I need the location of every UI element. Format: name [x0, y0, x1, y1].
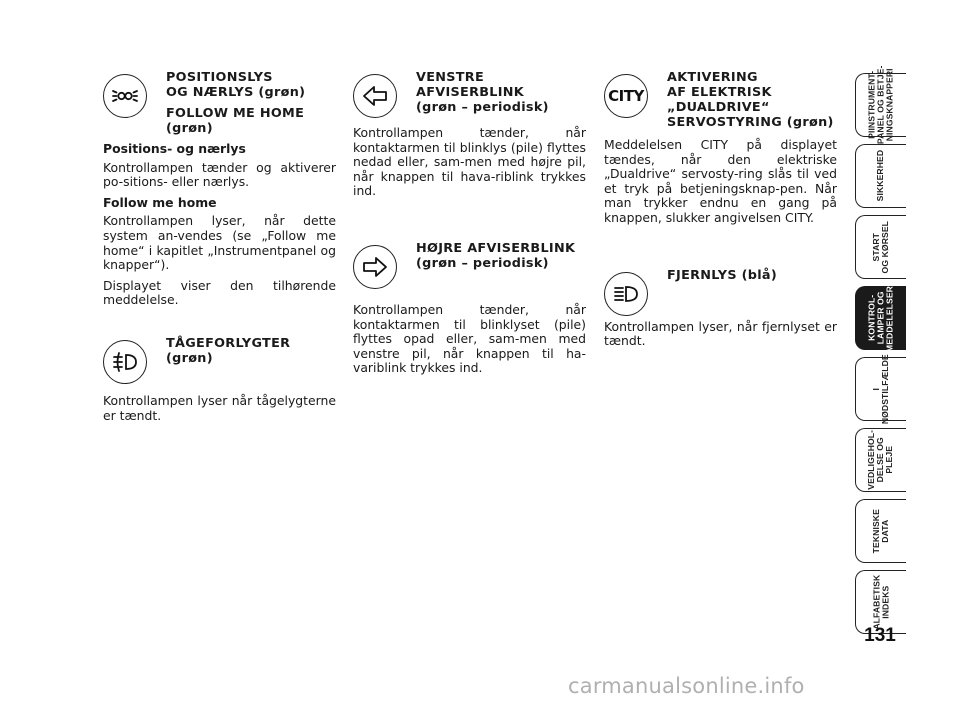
city-icon	[604, 74, 648, 118]
column-3	[604, 70, 837, 349]
high-beam-text: Kontrollampen lyser, når fjernlyset er tændt.	[604, 318, 837, 349]
right-indicator-text: Kontrollampen tænder, når kontaktarmen til blinklyset (pile) flyttes opad eller, sam-men med venstre pil, når knappen til ha-variblink trykkes ind.	[353, 301, 586, 376]
follow-me-home-text: Kontrollampen lyser, når dette system an-vendes (se „Follow me home“ i kapitlet „Instrumentpanel og knapper“).	[103, 213, 336, 273]
right-indicator-title: HØJRE AFVISERBLINK (grøn – periodisk)	[416, 240, 576, 271]
right-arrow-icon	[353, 245, 397, 289]
column-1	[103, 70, 336, 423]
tab-index[interactable]: ALFABETISK INDEKS	[855, 570, 906, 634]
fog-light-icon	[103, 340, 147, 384]
fog-lights-title: TÅGEFORLYGTER (grøn)	[166, 335, 291, 366]
city-icon-text: CITY	[608, 86, 644, 105]
display-message-text: Displayet viser den tilhørende meddelelse.	[103, 277, 336, 308]
left-arrow-icon	[353, 74, 397, 118]
fog-lights-section	[103, 336, 336, 423]
tab-instrument-panel[interactable]: PIINSTRUMENT- PANEL OG BETJE- NINGSKNAPPERI	[855, 73, 906, 137]
position-text: Kontrollampen tænder og aktiverer po-sitions- eller nærlys.	[103, 159, 336, 190]
chapter-tabs	[855, 65, 960, 641]
column-2	[353, 70, 586, 376]
city-text: Meddelelsen CITY på displayet tændes, når den elektriske „Dualdrive“ servosty-ring slås til ved et tryk på betjeningsknap-pen. Når man trykker endnu en gang på knappen, slukker angivelsen CITY.	[604, 137, 837, 225]
tab-technical-data[interactable]: TEKNISKE DATA	[855, 499, 906, 563]
high-beam-title: FJERNLYS (blå)	[667, 267, 777, 283]
tab-safety[interactable]: SIKKERHED	[855, 144, 906, 208]
left-indicator-title: VENSTRE AFVISERBLINK (grøn – periodisk)	[416, 70, 549, 115]
city-section	[604, 70, 837, 226]
tab-start-driving[interactable]: START OG KØRSEL	[855, 215, 906, 279]
fog-lights-text: Kontrollampen lyser når tågelygterne er tændt.	[103, 392, 336, 423]
tab-warning-lights[interactable]: KONTROL- LAMPER OG MEDDELELSERI	[855, 286, 906, 350]
high-beam-icon	[604, 272, 648, 316]
watermark: carmanualsonline.info	[568, 674, 805, 698]
high-beam-section	[604, 268, 837, 349]
subheading-follow-me-home: Follow me home	[103, 194, 217, 210]
page-number: 131	[864, 625, 896, 646]
position-lights-section	[103, 70, 336, 308]
left-indicator-text: Kontrollampen tænder, når kontaktarmen til blinklys (pile) flyttes nedad eller, sam-men med højre pil, når knappen til hava-riblink trykkes ind.	[353, 125, 586, 199]
left-indicator-section	[353, 70, 586, 199]
position-lights-title: POSITIONSLYS OG NÆRLYS (grøn) FOLLOW ME HOME (grøn)	[166, 70, 306, 136]
city-title: AKTIVERING AF ELEKTRISK „DUALDRIVE“ SERVOSTYRING (grøn)	[667, 70, 834, 130]
right-indicator-section	[353, 241, 586, 376]
tab-emergency[interactable]: I NØDSTILFÆLDE	[855, 357, 906, 421]
tab-maintenance[interactable]: VEDLIGEHOL- DELSE OG PLEJE	[855, 428, 906, 492]
subheading-position: Positions- og nærlys	[103, 141, 246, 156]
position-lights-icon	[103, 74, 147, 118]
